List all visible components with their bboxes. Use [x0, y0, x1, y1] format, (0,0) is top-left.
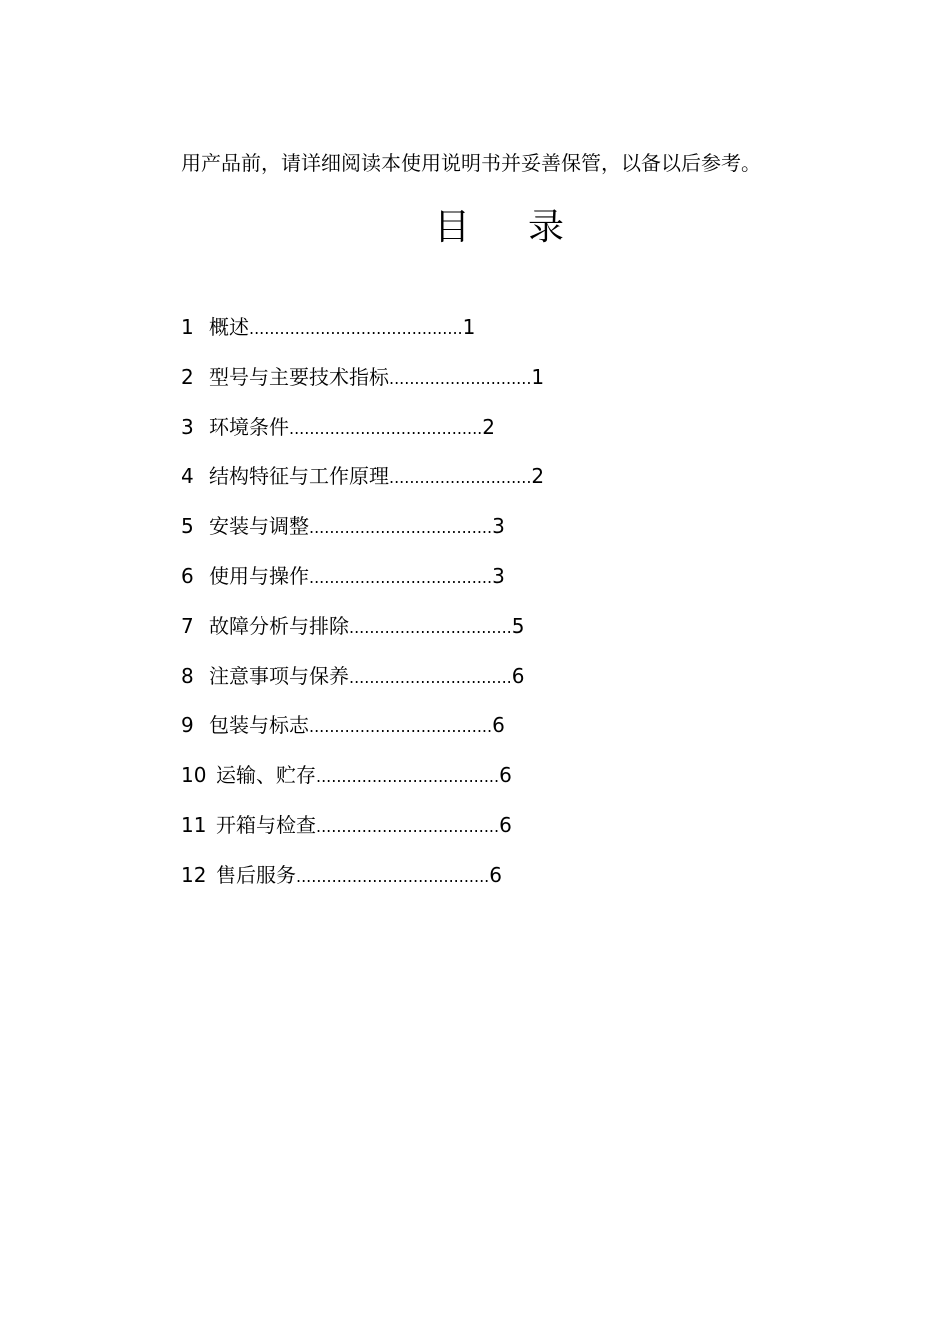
toc-entry-packaging[interactable] [181, 710, 741, 760]
toc-entry-label: 概述 [209, 315, 249, 339]
toc-entry-structure[interactable] [181, 461, 741, 511]
toc-entry-unpacking[interactable] [181, 810, 741, 860]
toc-entry-leader: ...................................... [296, 866, 490, 886]
toc-entry-number: 3 [181, 414, 194, 439]
toc-entry-leader: ............................ [389, 368, 532, 388]
toc-entry-leader: ............................ [389, 468, 532, 488]
toc-entry-leader: ...................................... [289, 418, 483, 438]
toc-entry-installation[interactable] [181, 511, 741, 561]
toc-entry-page: 6 [492, 713, 505, 738]
toc-entry-label: 安装与调整 [209, 514, 309, 539]
toc-entry-page: 5 [511, 613, 525, 638]
toc-entry-leader: .................................... [309, 567, 493, 587]
toc-entry-after-sales[interactable] [181, 860, 741, 910]
toc-entry-number: 7 [181, 613, 194, 638]
toc-entry-label: 结构特征与工作原理 [209, 464, 389, 489]
toc-entry-page: 3 [492, 563, 505, 588]
toc-title [0, 203, 950, 253]
toc-entry-number: 5 [181, 514, 194, 539]
toc-entry-leader: .......................................... [249, 319, 463, 338]
toc-entry-label: 包装与标志 [209, 713, 309, 738]
toc-entry-number: 9 [181, 713, 194, 738]
toc-entry-leader: ................................ [349, 617, 512, 637]
toc-entry-label: 型号与主要技术指标 [209, 364, 389, 389]
toc-entry-page: 3 [492, 514, 505, 539]
toc-entry-leader: ................................ [349, 667, 512, 687]
table-of-contents [181, 312, 741, 910]
toc-entry-page: 1 [531, 364, 545, 389]
toc-entry-leader: .................................... [316, 816, 500, 836]
toc-entry-number: 12 [181, 862, 207, 887]
toc-entry-page: 6 [511, 663, 525, 688]
toc-entry-label: 故障分析与排除 [209, 613, 349, 638]
toc-entry-page: 1 [462, 315, 476, 339]
toc-entry-label: 运输、贮存 [216, 763, 316, 788]
toc-title-part2: 录 [528, 207, 565, 248]
toc-entry-label: 售后服务 [216, 862, 296, 887]
toc-entry-number: 11 [181, 812, 207, 837]
toc-entry-environment[interactable] [181, 412, 741, 462]
toc-entry-leader: .................................... [316, 767, 500, 787]
toc-entry-overview[interactable] [181, 312, 741, 362]
toc-entry-page: 2 [531, 464, 545, 489]
toc-entry-transport-storage[interactable] [181, 760, 741, 810]
toc-entry-page: 2 [482, 414, 495, 439]
intro-text: 用产品前，请详细阅读本使用说明书并妥善保管，以备以后参考。 [181, 151, 761, 175]
toc-entry-maintenance[interactable] [181, 661, 741, 711]
toc-entry-label: 注意事项与保养 [209, 663, 349, 688]
toc-entry-number: 1 [181, 315, 194, 339]
toc-entry-label: 开箱与检查 [216, 812, 316, 837]
toc-entry-operation[interactable] [181, 561, 741, 611]
toc-entry-label: 使用与操作 [209, 563, 309, 588]
toc-entry-page: 6 [489, 862, 502, 887]
toc-entry-number: 8 [181, 663, 194, 688]
toc-title-part1: 目 [433, 207, 470, 248]
toc-entry-number: 10 [181, 763, 207, 788]
toc-entry-number: 6 [181, 563, 194, 588]
toc-entry-leader: .................................... [309, 717, 493, 737]
toc-entry-leader: .................................... [309, 518, 493, 538]
toc-entry-models-specs[interactable] [181, 362, 741, 412]
toc-entry-troubleshooting[interactable] [181, 611, 741, 661]
toc-entry-number: 4 [181, 464, 194, 489]
toc-entry-label: 环境条件 [209, 414, 289, 439]
toc-entry-number: 2 [181, 364, 194, 389]
toc-entry-page: 6 [499, 812, 512, 837]
toc-entry-page: 6 [499, 763, 512, 788]
